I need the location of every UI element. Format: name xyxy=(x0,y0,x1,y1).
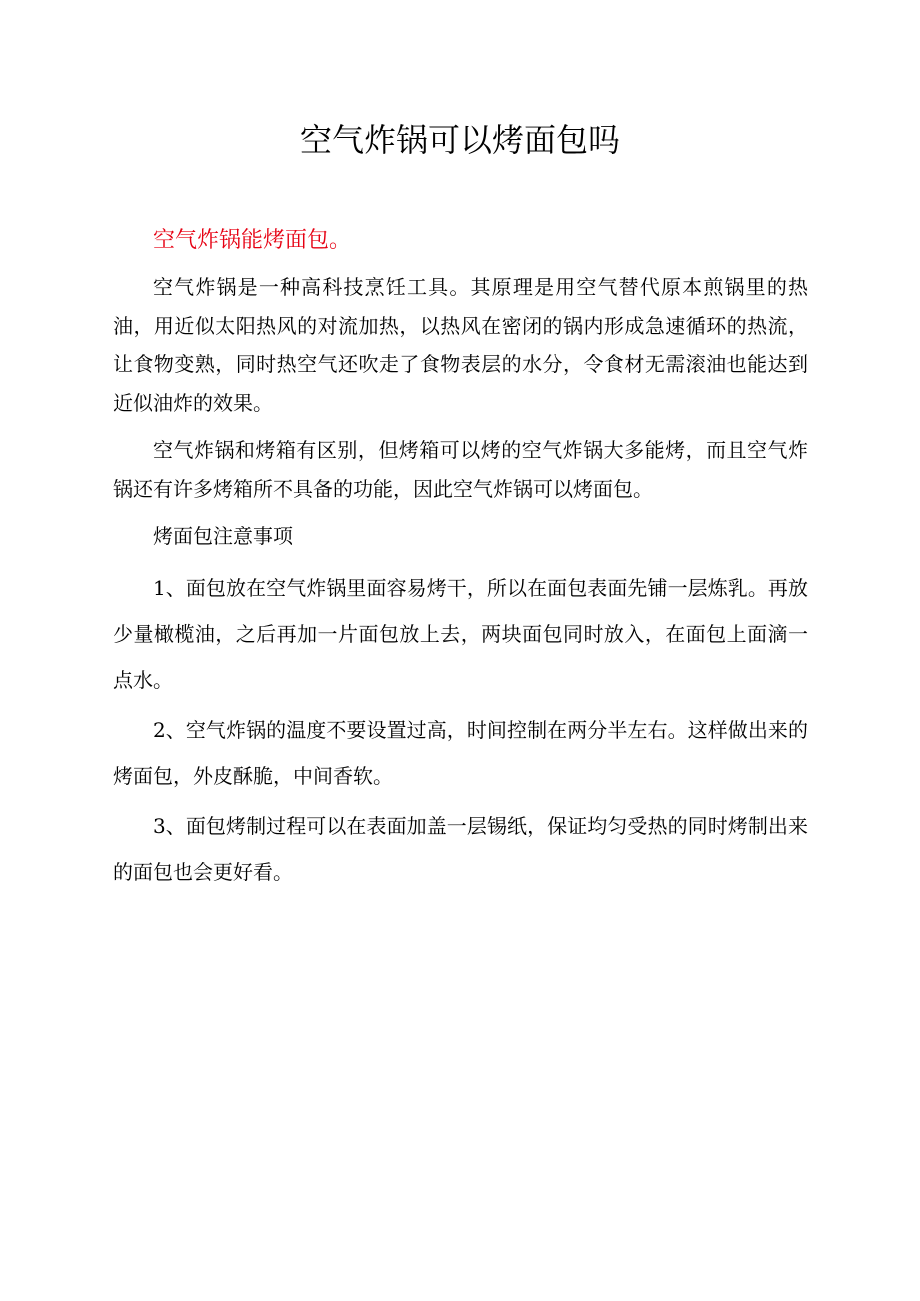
tip-item: 1、面包放在空气炸锅里面容易烤干，所以在面包表面先铺一层炼乳。再放少量橄榄油，之后再加一片面包放上去，两块面包同时放入，在面包上面滴一点水。 xyxy=(113,576,808,692)
tip-item: 2、空气炸锅的温度不要设置过高，时间控制在两分半左右。这样做出来的烤面包，外皮酥脆，中间香软。 xyxy=(113,718,808,788)
comparison-paragraph: 空气炸锅和烤箱有区别，但烤箱可以烤的空气炸锅大多能烤，而且空气炸锅还有许多烤箱所不具备的功能，因此空气炸锅可以烤面包。 xyxy=(113,438,808,501)
intro-paragraph: 空气炸锅是一种高科技烹饪工具。其原理是用空气替代原本煎锅里的热油，用近似太阳热风的对流加热，以热风在密闭的锅内形成急速循环的热流，让食物变熟，同时热空气还吹走了食物表层的水分，令食材无需滚油也能达到近似油炸的效果。 xyxy=(113,275,808,415)
page-title: 空气炸锅可以烤面包吗 xyxy=(299,121,620,159)
tips-heading: 烤面包注意事项 xyxy=(153,524,293,548)
tip-item: 3、面包烤制过程可以在表面加盖一层锡纸，保证均匀受热的同时烤制出来的面包也会更好看。 xyxy=(113,814,808,884)
article-body xyxy=(113,268,808,899)
answer-highlight: 空气炸锅能烤面包。 xyxy=(153,228,352,253)
